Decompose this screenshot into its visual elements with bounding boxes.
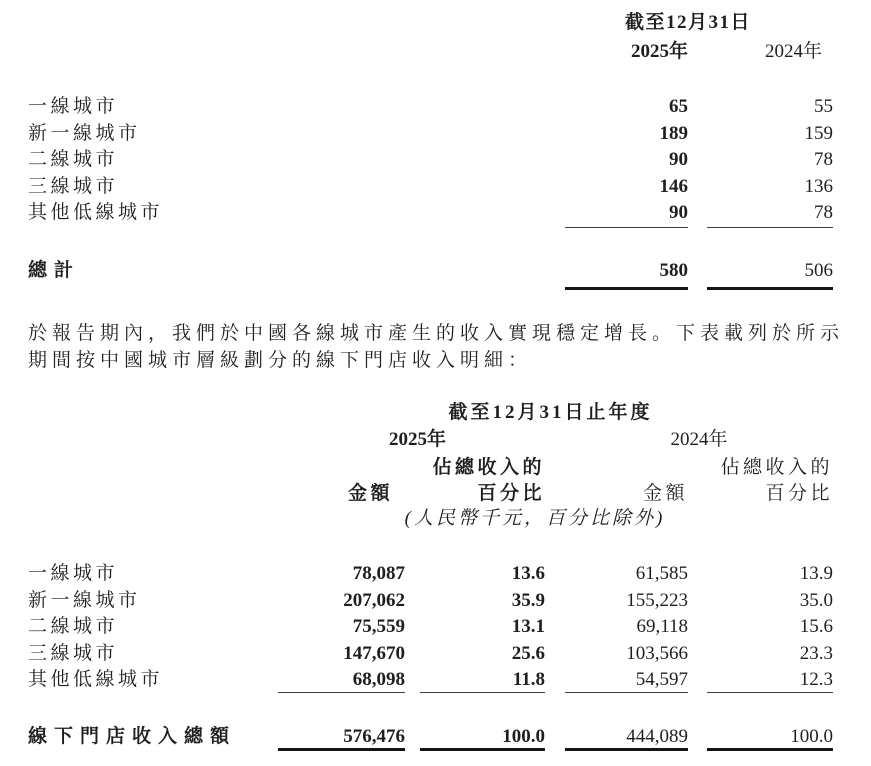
pct-2024: 23.3 [799,642,833,664]
total-pct-2025: 100.0 [502,726,545,747]
amount-2025: 75,559 [352,616,405,638]
total-label: 線下門店收入總額 [28,726,237,747]
row-label: 二線城市 [28,616,119,638]
value-2024: 78 [814,149,833,171]
pct-2025: 25.6 [511,642,545,664]
amount-header-2024: 金額 [642,483,688,504]
table-row [28,588,833,615]
amount-2024: 54,597 [635,669,688,691]
row-label: 其他低線城市 [28,669,164,691]
row-label: 三線城市 [28,175,119,197]
pct-2024: 35.0 [799,589,833,611]
value-2025: 146 [659,175,688,197]
table-rule [707,692,833,693]
table-row [28,94,833,121]
table2-subheader-row [28,484,833,503]
table-total-rule [420,748,545,751]
table1-total-row [28,258,833,285]
table-row [28,200,833,227]
pct-2024: 12.3 [799,669,833,691]
table1-col-2024: 2024年 [764,41,822,62]
table-row [28,667,833,694]
pct-2025: 11.8 [512,669,545,691]
unit-note: (人民幣千元，百分比除外) [404,508,666,529]
amount-2024: 69,118 [636,616,688,638]
value-2024: 159 [804,122,833,144]
table-rule [278,692,405,693]
table-row [28,561,833,588]
total-2024: 506 [804,260,833,281]
amount-2025: 68,098 [352,669,405,691]
amount-2025: 207,062 [343,589,405,611]
row-label: 新一線城市 [28,589,141,611]
table-row [28,614,833,641]
row-label: 三線城市 [28,642,119,664]
pct-2024: 15.6 [799,616,833,638]
pct-2024: 13.9 [799,563,833,584]
table2-body [28,561,833,694]
pct-of-revenue-2025: 佔總收入的 [432,457,545,478]
amount-2024: 61,585 [635,563,688,584]
pct-2025: 13.1 [511,616,545,638]
table2-total-row [28,724,833,751]
paragraph-line: 期間按中國城市層級劃分的線下門店收入明細： [28,349,533,371]
row-label: 一線城市 [28,96,119,117]
table-total-rule [707,748,833,751]
amount-2024: 155,223 [626,589,688,611]
table1-col-2025: 2025年 [630,41,688,62]
value-2025: 189 [659,122,688,144]
table-total-rule [565,748,688,751]
total-amount-2025: 576,476 [343,726,405,747]
value-2024: 136 [804,175,833,197]
table2-period-header: 截至12月31日止年度 [448,402,653,423]
table2-year-header-row [28,430,833,449]
table-row [28,641,833,668]
pct-2025: 35.9 [511,589,545,611]
table2-col-2025: 2025年 [388,429,446,450]
body-paragraph [28,321,852,374]
pct-header-2025: 百分比 [477,483,545,504]
total-amount-2024: 444,089 [626,726,688,747]
pct-2025: 13.6 [511,563,545,584]
amount-header-2025: 金額 [347,483,393,504]
table-total-rule [707,287,833,290]
table-row [28,147,833,174]
total-pct-2024: 100.0 [790,726,833,747]
value-2025: 90 [669,149,688,171]
table-total-rule [278,748,405,751]
value-2024: 55 [814,96,833,117]
amount-2025: 78,087 [352,563,405,584]
table1-year-header-row [28,42,833,61]
amount-2025: 147,670 [343,642,405,664]
value-2024: 78 [814,202,833,224]
value-2025: 90 [669,202,688,224]
pct-header-2024: 百分比 [765,483,833,504]
table-rule [420,692,545,693]
row-label: 新一線城市 [28,122,141,144]
value-2025: 65 [669,96,688,117]
table-total-rule [565,287,688,290]
row-label: 一線城市 [28,563,119,584]
pct-of-revenue-2024: 佔總收入的 [720,457,833,478]
row-label: 其他低線城市 [28,202,164,224]
amount-2024: 103,566 [626,642,688,664]
table2-pct-header-row [28,458,833,477]
table-rule [565,692,688,693]
paragraph-line: 於報告期內，我們於中國各線城市產生的收入實現穩定增長。下表載列於所示 [28,323,845,344]
row-label: 二線城市 [28,149,119,171]
table-rule [707,227,833,228]
table2-col-2024: 2024年 [670,429,728,450]
table-row [28,121,833,148]
table-rule [565,227,688,228]
table-row [28,174,833,201]
total-2025: 580 [659,260,688,281]
table1-period-header: 截至12月31日 [624,12,751,33]
table1-body [28,94,833,227]
total-label: 總計 [28,260,81,281]
